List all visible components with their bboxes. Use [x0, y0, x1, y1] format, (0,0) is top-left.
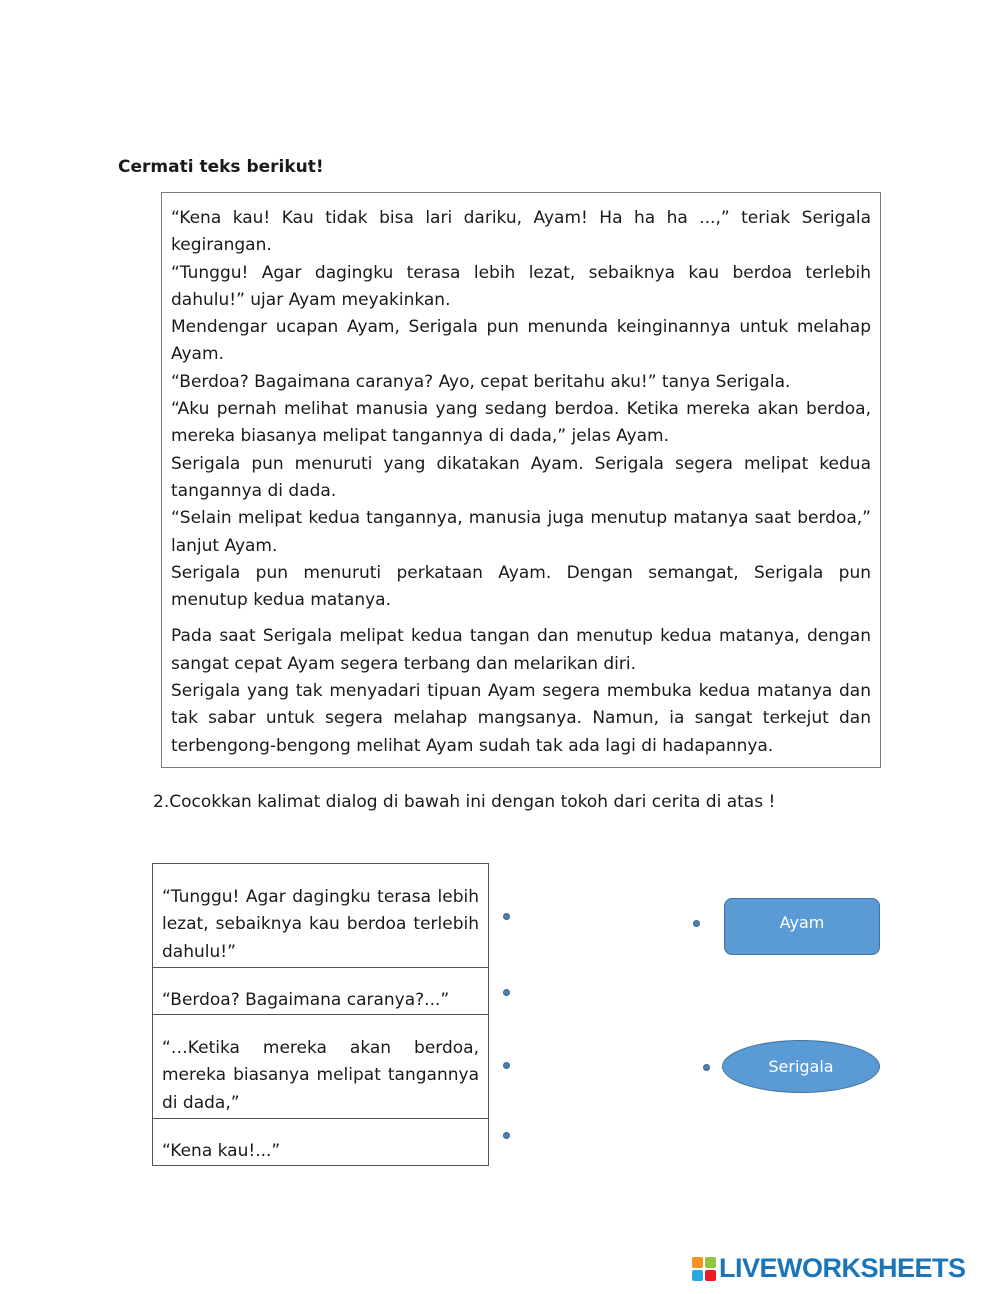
table-row	[153, 1015, 489, 1119]
match-dot-dialog-1[interactable]	[503, 913, 510, 920]
character-serigala-oval[interactable]: Serigala	[722, 1040, 880, 1093]
story-paragraph: Serigala pun menuruti yang dikatakan Ayam. Serigala segera melipat kedua tangannya di dada.	[171, 453, 871, 501]
table-row	[153, 968, 489, 1015]
match-dot-dialog-4[interactable]	[503, 1132, 510, 1139]
match-dot-serigala[interactable]	[703, 1064, 710, 1071]
table-row	[153, 864, 489, 968]
story-paragraph: Serigala pun menuruti perkataan Ayam. Dengan semangat, Serigala pun menutup kedua matanya.	[171, 562, 871, 611]
dialog-cell-1: “Tunggu! Agar dagingku terasa lebih lezat, sebaiknya kau berdoa terlebih dahulu!”	[153, 864, 489, 968]
table-row	[153, 1119, 489, 1166]
character-ayam-box[interactable]: Ayam	[724, 898, 880, 955]
dialog-cell-3: “…Ketika mereka akan berdoa, mereka biasanya melipat tangannya di dada,”	[153, 1015, 489, 1119]
story-paragraph: Mendengar ucapan Ayam, Serigala pun menunda keinginannya untuk melahap Ayam.	[171, 317, 871, 365]
question-2: 2.Cocokkan kalimat dialog di bawah ini dengan tokoh dari cerita di atas !	[153, 792, 776, 812]
match-dot-ayam[interactable]	[693, 920, 700, 927]
story-paragraph: “Tunggu! Agar dagingku terasa lebih lezat, sebaiknya kau berdoa terlebih dahulu!” ujar Ayam meyakinkan.	[171, 262, 871, 310]
dialog-table	[152, 863, 489, 1166]
story-paragraph: “Aku pernah melihat manusia yang sedang berdoa. Ketika mereka akan berdoa, mereka biasanya melipat tangannya di dada,” jelas Ayam.	[171, 399, 871, 447]
story-paragraph: “Selain melipat kedua tangannya, manusia juga menutup matanya saat berdoa,” lanjut Ayam.	[171, 508, 871, 556]
story-paragraph: “Kena kau! Kau tidak bisa lari dariku, Ayam! Ha ha ha ...,” teriak Serigala kegirangan.	[171, 208, 871, 256]
story-paragraph: Serigala yang tak menyadari tipuan Ayam segera membuka kedua matanya dan tak sabar untuk segera melahap mangsanya. Namun, ia sangat terkejut dan terbengong-bengong melihat Ayam sudah tak ada lagi di hadapannya.	[171, 681, 871, 756]
instruction-heading: Cermati teks berikut!	[118, 157, 324, 177]
story-paragraph: “Berdoa? Bagaimana caranya? Ayo, cepat beritahu aku!” tanya Serigala.	[171, 371, 791, 392]
logo-icon	[692, 1257, 716, 1281]
story-text-box	[161, 192, 881, 768]
match-dot-dialog-3[interactable]	[503, 1062, 510, 1069]
dialog-cell-4: “Kena kau!...”	[153, 1119, 489, 1166]
story-paragraph: Pada saat Serigala melipat kedua tangan dan menutup kedua matanya, dengan sangat cepat Ayam segera terbang dan melarikan diri.	[171, 626, 871, 674]
logo-text: LIVEWORKSHEETS	[719, 1253, 966, 1283]
match-dot-dialog-2[interactable]	[503, 989, 510, 996]
dialog-cell-2: “Berdoa? Bagaimana caranya?...”	[153, 968, 489, 1015]
liveworksheets-logo	[692, 1253, 966, 1284]
